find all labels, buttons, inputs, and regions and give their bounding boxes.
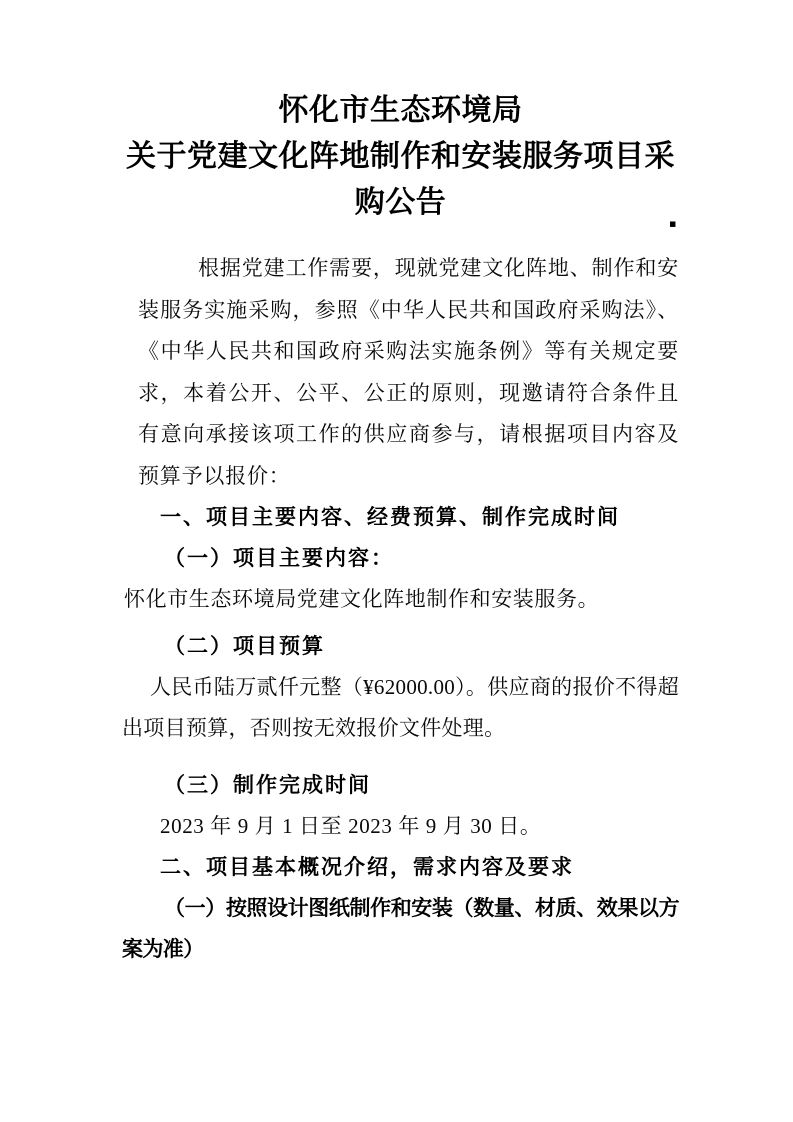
section-2-heading: 二、项目基本概况介绍，需求内容及要求 [160, 856, 574, 879]
section-2-item-1-heading: （一）按照设计图纸制作和安装（数量、材质、效果以方案为准） [122, 897, 679, 961]
section-1-item-3-heading: （三）制作完成时间 [164, 774, 371, 797]
section-1-item-2-heading: （二）项目预算 [164, 635, 325, 658]
document-title [122, 88, 679, 226]
section-1-item-1-heading: （一）项目主要内容： [164, 547, 394, 570]
section-1-item-3-body: 2023 年 9 月 1 日至 2023 年 9 月 30 日。 [160, 814, 542, 838]
section-1-item-2-body: 人民币陆万贰仟元整（¥62000.00）。供应商的报价不得超出项目预算，否则按无效报价文件处理。 [122, 675, 679, 740]
section-1-heading: 一、项目主要内容、经费预算、制作完成时间 [160, 506, 620, 529]
stray-dot-mark: ▪ [669, 217, 677, 230]
intro-paragraph: 根据党建工作需要，现就党建文化阵地、制作和安装服务实施采购，参照《中华人民共和国政府采购法》、《中华人民共和国政府采购法实施条例》等有关规定要求，本着公开、公平、公正的原则，现邀请符合条件且有意向承接该项工作的供应商参与，请根据项目内容及预算予以报价： [138, 256, 679, 488]
document-title-line-2: 关于党建文化阵地制作和安装服务项目采购公告 [126, 140, 675, 219]
section-1-item-1-body: 怀化市生态环境局党建文化阵地制作和安装服务。 [124, 587, 600, 611]
document-title-line-1: 怀化市生态环境局 [278, 94, 523, 127]
